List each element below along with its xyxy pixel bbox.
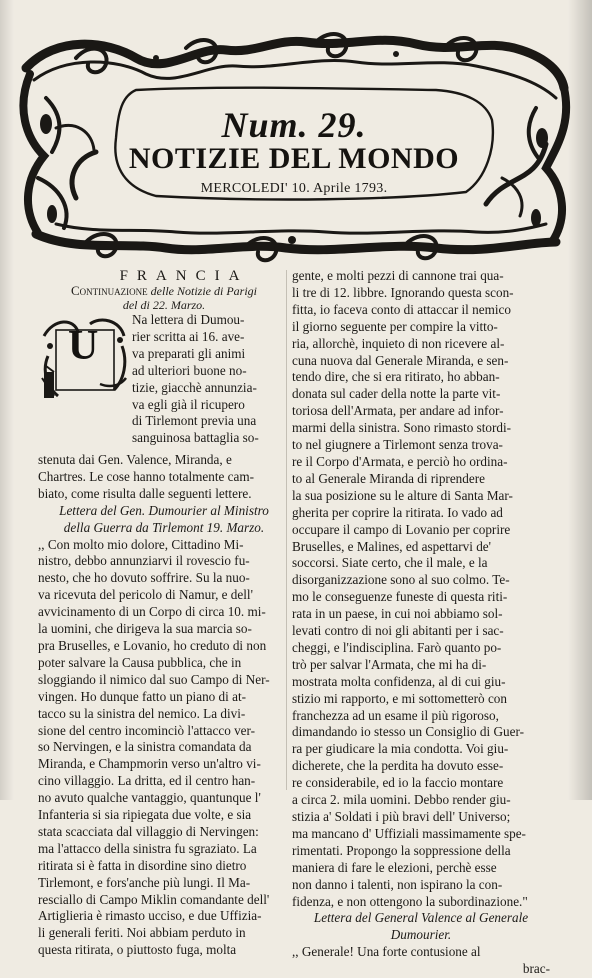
text-line: avvicinamento di un Corpo di circa 10. mi- [38, 604, 266, 620]
text-line: nesto, che ho dovuto soffrire. Su la nuo- [38, 570, 250, 586]
text-line: re considerabile, ed io la faccio montare [292, 775, 504, 791]
text-line: donata sul cader della notte la parte vit- [292, 386, 501, 402]
text-line: Chartres. Le cose hanno totalmente cam- [38, 468, 255, 484]
text-line: li generali feriti. Noi abbiam perduto in [38, 925, 246, 941]
text-line: occupare il campo di Lovanio per coprire [292, 521, 511, 537]
newspaper-title: NOTIZIE DEL MONDO [128, 142, 460, 175]
text-line: la uomini, che dirigeva la sua marcia so- [38, 621, 252, 637]
text-line: cino villaggio. La dritta, ed il centro han- [38, 773, 256, 789]
text-line: poter salvare la Causa pubblica, che in [38, 654, 242, 670]
text-line: va preparati gli animi [132, 345, 246, 361]
text-line: to al Generale Miranda di riprendere [292, 470, 485, 486]
text-line: so Nervingen, e la sinistra comandata da [38, 739, 252, 755]
text-line: dicherete, che la perdita ha dovuto esse- [292, 758, 504, 774]
text-line: tendo dire, che si era ritirato, ho abban- [292, 369, 500, 385]
decorated-initial [40, 316, 130, 400]
text-line: il giorno seguente per compire la vitto- [292, 318, 498, 334]
text-line: fidenza, e non ottengono la subordinazione." [292, 893, 528, 909]
text-line: Tirlemont, e fors'anche più lungi. Il Ma- [38, 874, 251, 890]
text-line: cuna nuova dal Generale Miranda, e sen- [292, 352, 509, 368]
text-line: mostrata molta confidenza, al di cui giu- [292, 673, 506, 689]
article-opening [38, 312, 290, 484]
text-beside-initial [132, 312, 292, 447]
text-line: sanguinosa battaglia so- [132, 430, 259, 446]
text-line: a circa 2. mila uomini. Debbo render giu- [292, 792, 511, 808]
text-line: re il Corpo d'Armata, e perciò ho ordina- [292, 453, 508, 469]
letter-heading: Lettera del General Valence al Generale [313, 910, 529, 926]
page-edge-shadow-right [568, 0, 592, 800]
text-line: franchezza ad un esame il più rigoroso, [292, 707, 499, 723]
catchword: brac- [522, 961, 550, 977]
text-line: trò per salvar l'Armata, che mi ha di- [292, 656, 487, 672]
text-line: ad ulteriori buone no- [132, 362, 247, 378]
letter-heading: Dumourier. [390, 927, 452, 943]
text-line: resciallo di Campo Miklin comandante dell' [38, 891, 270, 907]
text-line: va ricevuta del pericolo di Namur, e dell' [38, 587, 253, 603]
text-line: Miranda, e Champmorin verso un'altro vi- [38, 756, 261, 772]
text-line: dimandando io stesso un Consiglio di Guer- [292, 724, 524, 740]
text-line: disorganizzazione sono al suo colmo. Te- [292, 572, 510, 588]
text-line: di Tirlemont previa una [132, 413, 257, 429]
text-line: sione del centro incominciò l'attacco ver- [38, 722, 256, 738]
text-line: rata in un paese, in cui noi abbiamo sol- [292, 606, 503, 622]
right-column [292, 268, 550, 978]
issue-date: MERCOLEDI' 10. Aprile 1793. [200, 181, 388, 196]
text-line: ma l'attacco della sinistra fu sgraziato. La [38, 840, 257, 856]
text-line: soccorsi. Siate certo, che il male, e la [292, 555, 488, 571]
text-line: rimentati. Propongo la soppressione della [292, 842, 511, 858]
text-line: cheggi, e l'indisciplina. Farò quanto po- [292, 639, 502, 655]
text-line: Artiglieria è rimasto ucciso, e due Uffizia- [38, 908, 262, 924]
page-edge-shadow-left [0, 0, 14, 800]
text-line: rier scritta ai 16. ave- [132, 328, 245, 344]
text-line: ,, Con molto mio dolore, Cittadino Mi- [38, 536, 244, 552]
masthead-cartouche [16, 28, 572, 260]
text-line: Infanteria si sia ripiegata due volte, e sia [38, 807, 252, 823]
subheading-rest: delle Notizie di Parigi [147, 284, 257, 298]
text-line: to nel giugnere a Tirlemont senza trova- [292, 437, 503, 453]
text-line: tacco su la sinistra del nemico. La divi- [38, 705, 246, 721]
text-line: maniera di fare le elezioni, perchè esse [292, 859, 497, 875]
text-line: ra per giudicare la mia condotta. Voi giu- [292, 741, 509, 757]
subheading-date: del di 22. Marzo. [122, 298, 206, 312]
text-line: levati contro di noi gli abitanti per i sac- [292, 623, 504, 639]
text-line: pra Bruselles, e Lovanio, ho creduto di non [38, 637, 267, 653]
text-line: va egli già il ricupero [132, 396, 245, 412]
text-line: stizia a' Soldati i più bravi dell' Universo; [292, 809, 511, 824]
text-line: gente, e molti pezzi di cannone trai qua- [292, 268, 504, 283]
text-line: ,, Generale! Una forte contusione al [292, 944, 481, 960]
text-line: toriosa dell'Armata, per andare ad infor- [292, 403, 504, 419]
text-line: biato, come risulta dalle seguenti lettere. [38, 485, 252, 501]
section-heading: FRANCIA [119, 268, 249, 284]
text-line: ritirata si è fatta in disordine sino dietro [38, 857, 247, 873]
text-line: vingen. Ho dunque fatto un piano di at- [38, 688, 247, 704]
text-line: ma mancano d' Uffiziali massimamente spe- [292, 825, 526, 841]
text-line: li tre di 12. libbre. Ignorando questa scon- [292, 284, 514, 300]
subheading-lead: Continuazione [71, 283, 148, 298]
letter-heading: della Guerra da Tirlemont 19. Marzo. [63, 519, 265, 535]
drop-cap-letter: U [68, 323, 99, 369]
text-line: nistro, debbo annunziarvi il rovescio fu- [38, 553, 250, 569]
text-line: mo le conseguenze funeste di questa riti- [292, 589, 508, 605]
text-line: sloggiando il nimico dal suo Campo di Ner- [38, 671, 270, 687]
text-line: gherita per coprire la ritirata. Io vado ad [292, 504, 503, 520]
text-line: stizio mi rapporto, e mi sottometterò con [292, 690, 507, 706]
text-line: questa ritirata, o piuttosto fuga, molta [38, 942, 237, 958]
text-line: non danno i talenti, non ispirano la con- [292, 876, 503, 892]
text-line: fitta, io faceva conto di attaccar il nemico [292, 301, 511, 317]
text-line: stenuta dai Gen. Valence, Miranda, e [38, 452, 232, 467]
text-line: ria, allorchè, inquieto di non ricevere al- [292, 335, 505, 351]
text-line: no avuto qualche vantaggio, quantunque l' [38, 790, 261, 806]
text-line: stata scacciata dal villaggio di Nervingen: [38, 823, 259, 839]
left-column [38, 268, 290, 959]
issue-number: Num. 29. [221, 105, 367, 145]
text-line: tizie, giacchè annunzia- [132, 379, 257, 395]
section-subheading [38, 284, 290, 298]
text-line: Na lettera di Dumou- [132, 312, 245, 327]
letter-heading: Lettera del Gen. Dumourier al Ministro [59, 502, 269, 518]
text-line: marmi della sinistra. Sono rimasto stordi- [292, 420, 512, 436]
text-line: la sua posizione su le alture di Santa Mar- [292, 487, 513, 503]
text-line: Bruselles, e Malines, ed aspettarvi de' [292, 538, 492, 554]
left-body-text [38, 452, 290, 959]
